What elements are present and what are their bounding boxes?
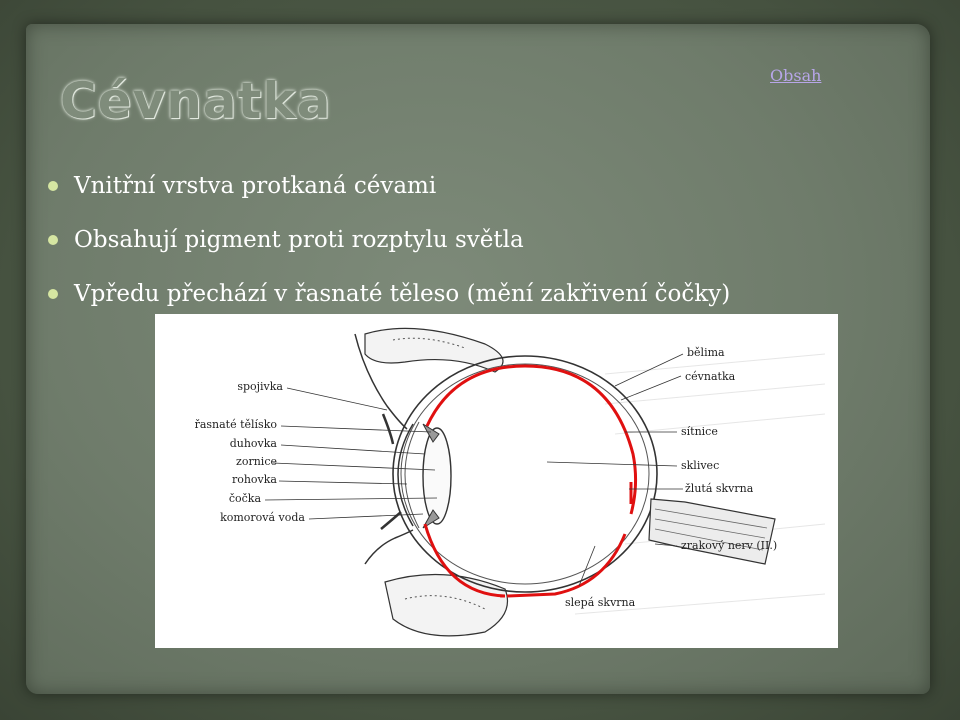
list-item [44, 166, 730, 220]
contents-link[interactable]: Obsah [770, 66, 822, 85]
label-cevnatka: cévnatka [685, 370, 736, 383]
label-spojivka: spojivka [237, 380, 283, 393]
eye-diagram [155, 314, 838, 648]
bullet-text: Obsahují pigment proti rozptylu světla [74, 227, 524, 253]
choroid-highlight-upper [427, 366, 636, 514]
label-rohovka: rohovka [231, 473, 277, 486]
eye-diagram-svg [155, 314, 838, 648]
bullet-text: Vnitřní vrstva protkaná cévami [74, 173, 437, 199]
lens [423, 428, 451, 524]
label-slepa-skvrna: slepá skvrna [565, 596, 636, 609]
label-duhovka: duhovka [229, 437, 277, 450]
label-komorova-voda: komorová voda [220, 511, 305, 524]
bone-upper [365, 328, 503, 372]
label-zornice: zornice [236, 455, 277, 468]
label-belima: bělima [687, 346, 725, 359]
label-zluta-skvrna: žlutá skvrna [685, 482, 754, 495]
label-sitnice: sítnice [681, 425, 718, 438]
page-title: Cévnatka [60, 72, 332, 130]
list-item [44, 220, 730, 274]
label-zrakovy-nerv: zrakový nerv (II.) [681, 539, 778, 552]
bone-lower [385, 574, 508, 635]
bullet-list [44, 166, 730, 328]
bullet-text: Vpředu přechází v řasnaté těleso (mění zakřivení čočky) [74, 281, 731, 307]
bullet-icon [48, 235, 58, 245]
label-rasnate-telisko: řasnaté tělísko [194, 418, 277, 431]
label-sklivec: sklivec [681, 459, 720, 472]
label-cocka: čočka [228, 492, 261, 505]
bullet-icon [48, 181, 58, 191]
bullet-icon [48, 289, 58, 299]
